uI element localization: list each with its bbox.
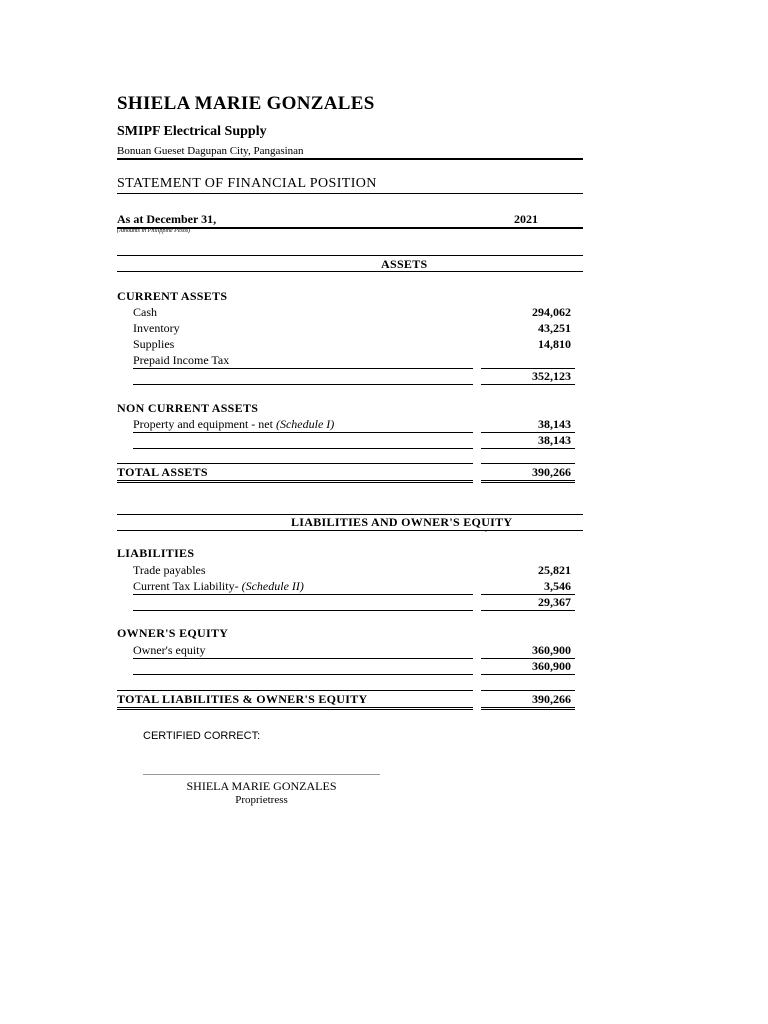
business-name: SMIPF Electrical Supply xyxy=(117,124,267,139)
current-assets-heading: CURRENT ASSETS xyxy=(117,289,228,303)
list-item-value: 25,821 xyxy=(538,563,571,577)
certified-label: CERTIFIED CORRECT: xyxy=(143,730,261,742)
tax-liability-label: Current Tax Liability- xyxy=(133,579,239,593)
owner-name: SHIELA MARIE GONZALES xyxy=(117,93,375,114)
assets-top-rule xyxy=(117,255,583,256)
rule xyxy=(133,674,473,675)
schedule-ii-note: (Schedule II) xyxy=(241,579,304,593)
liabilities-subtotal: 29,367 xyxy=(538,595,571,609)
list-item-value: 14,810 xyxy=(538,337,571,351)
list-item-value: 43,251 xyxy=(538,321,571,335)
business-address: Bonuan Gueset Dagupan City, Pangasinan xyxy=(117,145,304,157)
rule xyxy=(481,463,575,464)
assets-bottom-rule xyxy=(117,271,583,272)
equity-subtotal: 360,900 xyxy=(532,659,571,673)
rule xyxy=(133,432,473,433)
double-rule xyxy=(481,707,575,710)
total-assets-value: 390,266 xyxy=(532,465,571,479)
rule xyxy=(133,610,473,611)
list-item-value: 3,546 xyxy=(544,579,571,593)
le-bottom-rule xyxy=(117,530,583,531)
rule xyxy=(133,594,473,595)
le-heading: LIABILITIES AND OWNER'S EQUITY xyxy=(291,515,513,529)
list-item-label: Cash xyxy=(133,305,157,319)
noncurrent-assets-heading: NON CURRENT ASSETS xyxy=(117,401,259,415)
equity-item-value: 360,900 xyxy=(532,643,571,657)
rule xyxy=(481,610,575,611)
total-le-label: TOTAL LIABILITIES & OWNER'S EQUITY xyxy=(117,692,368,706)
total-assets-label: TOTAL ASSETS xyxy=(117,465,208,479)
header-divider xyxy=(117,158,583,160)
equity-heading: OWNER'S EQUITY xyxy=(117,626,229,640)
total-le-value: 390,266 xyxy=(532,692,571,706)
signatory-name: SHIELA MARIE GONZALES xyxy=(186,779,337,793)
rule xyxy=(133,368,473,369)
list-item-label: Inventory xyxy=(133,321,180,335)
stray-tick: ` xyxy=(484,530,488,541)
statement-title: STATEMENT OF FINANCIAL POSITION xyxy=(117,176,377,191)
schedule-i-note: (Schedule I) xyxy=(275,417,335,431)
ppe-label xyxy=(133,417,334,432)
list-item-label: Trade payables xyxy=(133,563,206,577)
rule xyxy=(481,690,575,691)
report-year: 2021 xyxy=(514,212,538,226)
title-divider xyxy=(117,193,583,194)
noncurrent-assets-subtotal: 38,143 xyxy=(538,433,571,447)
signature-line xyxy=(143,774,380,775)
double-rule xyxy=(117,480,473,483)
rule xyxy=(481,674,575,675)
rule xyxy=(481,384,575,385)
equity-item-label: Owner's equity xyxy=(133,643,206,657)
assets-heading: ASSETS xyxy=(381,257,428,271)
double-rule xyxy=(481,480,575,483)
ppe-value: 38,143 xyxy=(538,417,571,431)
amount-note: (Amounts in Philippine Pesos) xyxy=(117,228,191,234)
list-item-value: 294,062 xyxy=(532,305,571,319)
rule xyxy=(481,448,575,449)
rule xyxy=(133,658,473,659)
rule xyxy=(117,690,473,691)
rule xyxy=(133,448,473,449)
double-rule xyxy=(117,707,473,710)
list-item-label xyxy=(133,579,304,594)
current-assets-subtotal: 352,123 xyxy=(532,369,571,383)
liabilities-heading: LIABILITIES xyxy=(117,546,195,560)
ppe-label-text: Property and equipment - net xyxy=(133,417,273,431)
rule xyxy=(117,463,473,464)
as-at-label: As at December 31, xyxy=(117,212,217,226)
list-item-label: Supplies xyxy=(133,337,175,351)
rule xyxy=(133,384,473,385)
signatory-role: Proprietress xyxy=(235,794,288,806)
list-item-label: Prepaid Income Tax xyxy=(133,353,230,367)
